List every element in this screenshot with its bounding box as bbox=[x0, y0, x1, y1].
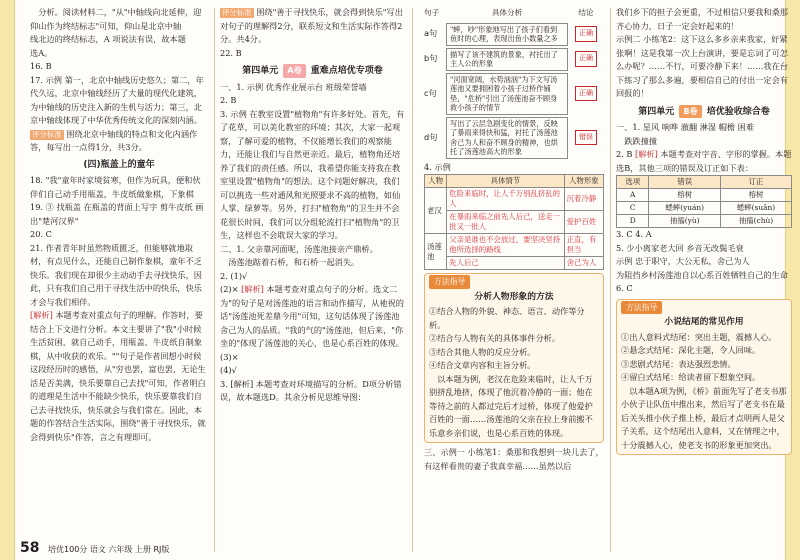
answer-5-example: 示例 忠于职守，大公无私，舍己为人 bbox=[616, 256, 750, 266]
table-cell: 汤莲池 bbox=[425, 234, 447, 270]
analysis-text: 本题考查对重点句子的理解。作答时，要结合上下文进行分析。本文主要讲了"我"小时候生活贫困，就自己动手，用瓶盖、牛皮纸自制象棋，从中收获的欢乐。""句子是作者回想小时候这段经历时的感悟，从"穷也罢，富也罢，无论生活是否美满，快乐要靠自己去找"可知，作者明白的道理是生活中不能缺少快乐，快乐要靠我们自己去寻找快乐，快乐就会与我们常在。因此，本题的作答结合生活实际，围绕"善于寻找快乐，就会得到快乐"作答，言之有理即可。 bbox=[30, 310, 206, 442]
answer-text: 我们乡下的担子会更重，不过相信只要我和桑那齐心协力，日子一定会好起来的！ bbox=[616, 7, 788, 31]
scoring-text: 围绕"善于寻找快乐，就会得到快乐"写出对句子的理解得2分，联系短文和生活实际作答得2分。共4分。 bbox=[220, 7, 403, 44]
method-example: 以本题A项为例，《桥》前面先写了老支书那小伙子让队伍中推出来，然后写了老支书在最后关头推小伙子推上桥，最后才点明两人是父子关系，这个结尾出人意料，又在情理之中，十分震撼人心，使老支书的形象更加突出。 bbox=[621, 385, 787, 450]
unit-heading bbox=[220, 64, 405, 79]
unit-title: 第四单元 bbox=[638, 106, 675, 117]
analysis-text: 本题考查对重点句子的分析。选文二为"的句子是对汤莲池的语言和动作描写，从祂祝的话"汤莲池死差鼎今用"可知，这句话体现了汤莲池舍己为人的品质。"我的气的"汤莲池，但后来，"你坐的"体现了汤莲池的关心，也是心系百姓的体现。 bbox=[220, 284, 404, 348]
method-item: ②结合与人物有关的具体事件分析。 bbox=[429, 333, 561, 343]
sentence-analysis: "蟀，吵"形象地写出了孩子们看到鱼时的心理，表现出鱼小数量之多 bbox=[446, 23, 568, 46]
answer-3-4: 3. C 4. A bbox=[616, 229, 652, 239]
character-table bbox=[424, 174, 604, 270]
mindmap-header-col: 结论 bbox=[578, 8, 594, 17]
table-cell: 危险来临时，让人千万别乱挤乱的人 bbox=[447, 188, 564, 211]
method-title: 小说结尾的常见作用 bbox=[664, 317, 744, 327]
scoring-tag: 评分标准 bbox=[32, 129, 62, 139]
method-item: ③结合其他人物的反应分析。 bbox=[429, 346, 536, 357]
page-footer bbox=[20, 540, 169, 556]
sentence-label: b句 bbox=[424, 53, 438, 64]
page-number: 58 bbox=[20, 540, 40, 556]
table-header: 人物 bbox=[425, 175, 447, 188]
method-box bbox=[424, 273, 604, 443]
table-cell: 抽搐(chù) bbox=[721, 215, 792, 228]
table-cell: 榕树 bbox=[649, 189, 721, 202]
unit-title: 第四单元 bbox=[242, 66, 279, 76]
sentence-analysis: 写出了云层急剧变化的情景，反映了暴雨来得快和猛，衬托了汤莲池舍己为人和奋不顾身的精神，也烘托了汤莲池高大的形象 bbox=[446, 117, 568, 159]
answer-3: 3. 示例 在教室设置"植物角"有许多好处。首先，有了花草，可以美化教室的环境；其次，大家一起观察，了解可爱的植物，不仅能增长我们的观察能力，还能让我们与自然更亲近。最后，植物角还培养了我们的责任感。所以，我希望你能支持我在教室里设置"植物角"的想法。这个问题好解决，我们可以挑选一些对通风和光照要求不高的植物，如仙人掌、绿萝等。另外，打扫"植物角"的卫生并不会花很长时间，我们可以分组轮流打扫"植物角"的卫生，这样也不会耽误大家的学习。 bbox=[220, 108, 405, 240]
table-row bbox=[425, 234, 604, 257]
answer-2: 2. B bbox=[220, 95, 237, 105]
table-cell: 父亲是谁也不会放过，要坚决坚持他所选择的路线 bbox=[447, 234, 564, 257]
answer-2-4: (4)√ bbox=[220, 365, 237, 375]
answer-18: 18. "我"童年时家境贫寒，但作为玩具，便和伙伴们自己动手用瓶盖，牛皮纸做象棋，下象棋 bbox=[30, 175, 201, 199]
answer-1: 一、1. 星风 响哗 澈翻 淋湿 帽檐 困难 bbox=[616, 122, 755, 132]
analysis-text: 本题考查对字音、字形的掌握。本题选B，其他三项的错误及订正如下表： bbox=[616, 149, 792, 173]
verdict-badge: 错误 bbox=[575, 130, 597, 146]
footer-text: 培优100分 语文 六年级 上册 RJ版 bbox=[48, 545, 170, 554]
answer-2-3: (3)× bbox=[220, 351, 239, 362]
sentence-label: a句 bbox=[424, 28, 438, 39]
sentence-analysis: 描写了该不建筑的景象，衬托出了主人公的形象 bbox=[446, 48, 568, 71]
mindmap-header bbox=[424, 6, 604, 20]
verdict-badge: 正确 bbox=[575, 86, 597, 102]
method-item: ④留白式结尾：给读者留下想象空间。 bbox=[621, 372, 761, 382]
table-row bbox=[617, 202, 792, 215]
analysis-tag: [解析] bbox=[241, 284, 264, 294]
column-2 bbox=[220, 6, 405, 405]
spine-divider bbox=[412, 8, 413, 552]
answer-21: 21. 作者青年时虽然物质匮乏，但能够就地取材，有点见什么，还能自己制作象棋，童年不乏快乐。我们现在却很少主动动手去寻找快乐，因此，只有我们自己用于寻找生活中的快乐，快乐才会与我们相伴。 bbox=[30, 242, 202, 307]
unit-heading bbox=[616, 105, 792, 120]
verdict-badge: 正确 bbox=[575, 26, 597, 42]
unit-subtitle: 重难点培优专项卷 bbox=[310, 66, 383, 76]
answer-2-5: 3. [解析] 本题考查对环境描写的分析。D项分析错误，故本题选D。其余分析见思维导图： bbox=[220, 378, 402, 402]
table-cell: D bbox=[617, 215, 649, 228]
mindmap-row bbox=[424, 23, 604, 46]
column-divider bbox=[610, 8, 611, 552]
table-row bbox=[425, 211, 604, 234]
table-header: 具体情节 bbox=[447, 175, 564, 188]
table-cell: 蟋蟀(yuán) bbox=[649, 202, 721, 215]
scoring-tag: 评分标准 bbox=[222, 8, 252, 17]
method-tag: 方法指导 bbox=[429, 275, 470, 289]
table-cell: 舍己为人 bbox=[564, 257, 603, 270]
analysis-tag: [解析] bbox=[635, 149, 658, 159]
answer-2: 2. B bbox=[616, 149, 633, 159]
table-cell: 榕树 bbox=[721, 189, 792, 202]
unit-subtitle: 培优验收综合卷 bbox=[706, 106, 770, 117]
table-cell: 老汉 bbox=[425, 188, 447, 234]
answer-5: 5. 少小离家老大回 乡音无改鬓毛衰 bbox=[616, 242, 744, 253]
answer-16: 16. B bbox=[30, 61, 52, 71]
mindmap-row bbox=[424, 48, 604, 71]
answer-3-1: 三、示例一 小练笔1：桑那和我想到一块儿去了，有这样看贵的妻子我真幸福……虽然以后 bbox=[424, 447, 604, 471]
method-title: 分析人物形象的方法 bbox=[474, 291, 554, 302]
answer-17: 17. 示例 第一，北京中轴线历史悠久；第二，年代久远，北京中轴线经历了大量的现代化建筑，为中轴线的历史注入新的生机与活力；第三，北京中轴线体现了中华优秀传统文化的深刻内涵。 bbox=[30, 74, 204, 125]
answer-2-1: 二、1. 父亲靠河面呢，汤莲池接亲产鼎桥。 bbox=[220, 243, 378, 254]
answer-22: 22. B bbox=[220, 47, 242, 58]
table-cell: A bbox=[617, 189, 649, 202]
method-item: ①出人意料式结尾：突出主题，震撼人心。 bbox=[621, 331, 777, 342]
unit-badge: A卷 bbox=[283, 64, 305, 78]
table-header: 订正 bbox=[721, 176, 792, 189]
mindmap-header-col: 具体分析 bbox=[491, 8, 523, 17]
table-cell: 沉着冷静 bbox=[564, 188, 603, 211]
method-example: 以本题为例，老汉在危险来临时，让人千万别挤乱地挤，体现了他沉着冷静的一面；他在等待之前的人都过完后才过桥，体现了他爱护百姓的一面……汤莲池的父亲在拉上身前搬不乐意乡亲们说，也是心系百姓的体现。 bbox=[429, 373, 593, 438]
answer-2-2: 2. (1)√ bbox=[220, 270, 248, 281]
left-page-edge bbox=[0, 0, 15, 560]
verdict-badge: 正确 bbox=[575, 51, 597, 67]
column-divider bbox=[214, 8, 215, 552]
method-item: ③悲剧式结尾：表达强烈悲情。 bbox=[621, 358, 736, 369]
method-box bbox=[616, 299, 792, 456]
table-cell: 爱护百姓 bbox=[564, 211, 603, 234]
mindmap-row bbox=[424, 73, 604, 115]
answer-1b: 跌跌撞撞 bbox=[624, 135, 657, 146]
section-title: (四)瓶盖上的童年 bbox=[83, 159, 155, 170]
table-cell: 抽搐(yù) bbox=[649, 215, 721, 228]
answer-text: 分析。阅读材料二，"从"中轴线向北延伸，迎 仰山作为终结标志"可知，仰山是北京中轴 线北边的终结标志，A 项说法有误，故本题 选A。 bbox=[30, 7, 202, 58]
column-4 bbox=[616, 6, 792, 458]
table-row bbox=[425, 188, 604, 211]
method-item: ①结合人物的外貌、神态、语言、动作等分析。 bbox=[429, 306, 585, 330]
sentence-analysis: "河面宽阔，水势汹汹"为下文写汤莲池又要拥困着小孩子过桥作铺垫，"危桥"引出了汤莲池奋不顾身救小孩子的情节 bbox=[446, 73, 568, 115]
answer-20: 20. C bbox=[30, 229, 52, 239]
answer-2-2b: (2)× bbox=[220, 284, 239, 294]
table-header: 人物形象 bbox=[564, 175, 603, 188]
table-cell: 在暴雨来临之前先人后己，送走一批又一批人 bbox=[447, 211, 564, 234]
method-tag: 方法指导 bbox=[621, 301, 662, 315]
sentence-label: c句 bbox=[424, 87, 437, 98]
answer-2-1b: 汤莲池踮着石桥，和石桥一起消失。 bbox=[228, 257, 360, 267]
column-3 bbox=[424, 6, 604, 473]
scoring-text: 围绕北京中轴线的特点和文化内涵作答，每写出一点得1分，共3分。 bbox=[30, 128, 198, 152]
mindmap-row bbox=[424, 117, 604, 159]
table-cell: 先人后己 bbox=[447, 257, 564, 270]
correction-table bbox=[616, 175, 792, 228]
answer-19: 19. ③ 找瓶盖 在瓶盖的背面上写字 剪牛皮纸 画出"楚河汉界" bbox=[30, 202, 204, 226]
analysis-tag: [解析] bbox=[30, 310, 53, 320]
answer-6: 6. C bbox=[616, 283, 633, 293]
table-header: 错误 bbox=[649, 176, 721, 189]
table-cell: 蟋蟀(suǎn) bbox=[721, 202, 792, 215]
answer-4: 4. 示例 bbox=[424, 161, 451, 172]
unit-badge: B卷 bbox=[679, 105, 701, 119]
table-cell: C bbox=[617, 202, 649, 215]
table-row bbox=[617, 189, 792, 202]
answer-example-2: 示例二 小练笔2：这下这么多乡亲来我家，好紧张啊！这是我第一次上台演讲，要是忘词了可怎么办呢？……不行，可要冷静下来！……我在台下练习了那么多遍，要相信自己的付出一定会有回报的！ bbox=[616, 34, 788, 98]
column-1 bbox=[30, 6, 208, 444]
table-header: 选项 bbox=[617, 176, 649, 189]
table-row bbox=[425, 257, 604, 270]
table-cell: 正直，有担当 bbox=[564, 234, 603, 257]
answer-5-more: 为阻挡乡村汤莲池自以心系百姓牺牲自己的生命 bbox=[616, 269, 788, 280]
answer-1: 一、1. 示例 优秀作业展示台 班级荣誉墙 bbox=[220, 81, 367, 92]
mindmap-header-col: 句子 bbox=[424, 8, 440, 17]
method-item: ②悬念式结尾：深化主题，令人回味。 bbox=[621, 345, 761, 355]
method-item: ④结合文章内容和主旨分析。 bbox=[429, 360, 536, 370]
table-row bbox=[617, 215, 792, 228]
sentence-label: d句 bbox=[424, 131, 438, 142]
